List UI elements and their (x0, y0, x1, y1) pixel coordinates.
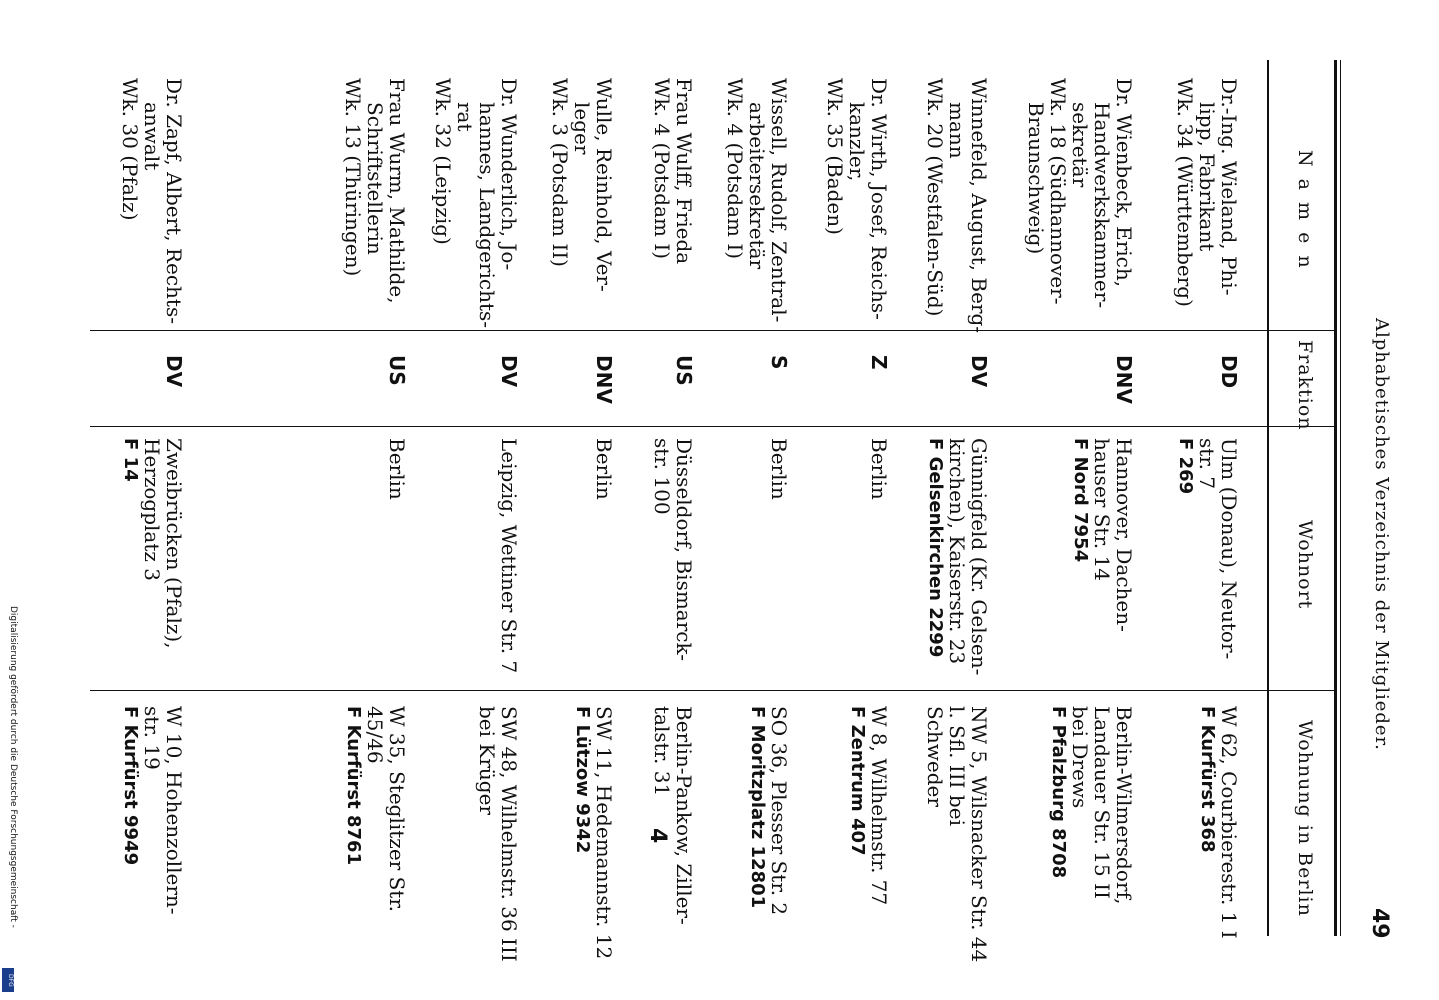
fraktion-line: S (767, 355, 791, 370)
table-cell-fraktion (968, 355, 990, 387)
fraktion-line: Z (867, 355, 891, 370)
name-line: Wk. 3 (Potsdam II) (548, 78, 572, 267)
wohnort-line: F Gelsenkirchen 2299 (925, 438, 946, 658)
name-line: anwalt (140, 102, 164, 171)
name-line: Frau Wurm, Mathilde, (385, 78, 409, 304)
table-cell-fraktion (163, 355, 185, 387)
table-cell-fraktion (868, 355, 890, 370)
name-line: hannes, Landgerichts- (475, 102, 499, 329)
wohnort-line: Herzogplatz 3 (140, 438, 164, 581)
wohnung-line: 45/46 (363, 706, 387, 764)
name-line: Schriftstellerin (363, 102, 387, 255)
wohnung-line: W 35, Steglitzer Str. (385, 706, 409, 913)
table-cell-name (549, 78, 615, 292)
table-cell-wohnung (1047, 706, 1135, 905)
name-line: Wk. 32 (Leipzig) (431, 78, 455, 245)
column-rule-1 (90, 330, 1337, 331)
name-line: kanzler, (845, 102, 869, 182)
wohnung-line: F Zentrum 407 (847, 706, 868, 856)
table-cell-name (924, 78, 990, 333)
name-line: Dr.-Ing. Wieland, Phi- (1217, 78, 1241, 296)
name-line: Wk. 13 (Thüringen) (341, 78, 365, 277)
table-cell-name (119, 78, 185, 324)
header-fraktion: Fraktion (1294, 340, 1316, 431)
name-line: lipp, Fabrikant (1195, 102, 1219, 252)
table-cell-wohnung (571, 706, 615, 959)
table-cell-name (724, 78, 790, 322)
column-rule-2 (90, 426, 1337, 427)
wohnung-line: Landauer Str. 15 II (1090, 706, 1114, 899)
wohnort-line: F 14 (120, 438, 141, 482)
name-line: Wk. 30 (Pfalz) (118, 78, 142, 221)
header-wohnort: Wohnort (1294, 520, 1316, 610)
name-line: Dr. Wunderlich, Jo- (497, 78, 521, 271)
name-line: Dr. Zapf, Albert, Rechts- (162, 78, 186, 324)
table-cell-wohnort (768, 438, 790, 500)
name-line: Wk. 4 (Potsdam I) (650, 78, 674, 260)
wohnung-line: l. Sfl. III bei (945, 706, 969, 826)
wohnung-line: W 8, Wilhelmstr. 77 (867, 706, 891, 906)
table-cell-wohnung (342, 706, 408, 912)
table-cell-fraktion (498, 355, 520, 387)
wohnort-line: Berlin (592, 438, 616, 500)
wohnort-line: Berlin (385, 438, 409, 500)
wohnung-line: F Moritzplatz 12801 (747, 706, 768, 909)
wohnort-line: hauser Str. 14 (1090, 438, 1114, 581)
dfg-logo: DFG (2, 968, 14, 992)
table-cell-wohnung (846, 706, 890, 905)
wohnort-line: Hannover, Dachen- (1112, 438, 1136, 632)
name-line: Braunschweig) (1024, 102, 1048, 255)
fraktion-line: DNV (592, 355, 616, 404)
wohnung-line: Schweder (923, 706, 947, 807)
wohnort-line: Ulm (Donau), Neutor- (1217, 438, 1241, 660)
fraktion-line: DV (162, 355, 186, 388)
header-wohnung: Wohnung in Berlin (1294, 720, 1316, 917)
wohnung-line: F Lützow 9342 (572, 706, 593, 854)
fraktion-line: DV (967, 355, 991, 388)
table-cell-wohnung (746, 706, 790, 915)
page-number: 49 (1367, 908, 1392, 939)
wohnung-line: F Kurfürst 8761 (343, 706, 364, 866)
name-line: Wk. 34 (Württemberg) (1173, 78, 1197, 307)
fraktion-line: US (672, 355, 696, 386)
wohnung-line: bei Krüger (475, 706, 499, 815)
wohnung-line: SW 48, Wilhelmstr. 36 III (497, 706, 521, 962)
table-cell-wohnort (651, 438, 695, 661)
table-cell-wohnort (1069, 438, 1135, 632)
table-cell-name (432, 78, 520, 328)
fraktion-line: DV (497, 355, 521, 388)
name-line: Wk. 35 (Baden) (823, 78, 847, 235)
table-cell-wohnort (924, 438, 990, 675)
name-line: sekretär (1068, 102, 1092, 188)
wohnung-line: W 62, Courbierestr. 1 I (1217, 706, 1241, 939)
name-line: Wulle, Reinhold, Ver- (592, 78, 616, 292)
table-cell-fraktion (593, 355, 615, 404)
running-head: Alphabetisches Verzeichnis der Mitglieder. (1371, 318, 1392, 751)
table-cell-wohnung (1196, 706, 1240, 939)
digitization-note: Digitalisierung gefördert durch die Deutsche Forschungsgemeinschaft - (8, 606, 18, 928)
table-cell-fraktion (1218, 355, 1240, 388)
wohnort-line: str. 7 (1195, 438, 1219, 490)
wohnung-line: F Kurfürst 368 (1197, 706, 1218, 853)
header-namen: N a m e n (1294, 150, 1316, 271)
table-cell-wohnort (1174, 438, 1240, 659)
wohnung-line: Berlin-Pankow, Ziller- (672, 706, 696, 925)
table-cell-fraktion (768, 355, 790, 369)
wohnort-line: Zweibrücken (Pfalz), (162, 438, 186, 649)
table-top-rule (1334, 60, 1337, 936)
name-line: Dr. Wienbeck, Erich, (1112, 78, 1136, 288)
name-line: Frau Wulff, Frieda (672, 78, 696, 265)
table-cell-wohnung (476, 706, 520, 962)
fraktion-line: US (385, 355, 409, 386)
table-cell-fraktion (1113, 355, 1135, 404)
wohnung-line: F Kurfürst 9949 (120, 706, 141, 866)
table-cell-wohnung (651, 706, 695, 925)
table-cell-name (824, 78, 890, 320)
name-line: rat (453, 102, 477, 132)
name-line: Wk. 4 (Potsdam I) (723, 78, 747, 260)
wohnung-line: bei Drews (1068, 706, 1092, 809)
wohnort-line: Berlin (867, 438, 891, 500)
table-cell-name (1025, 78, 1135, 308)
wohnort-line: str. 100 (650, 438, 674, 515)
table-cell-wohnort (386, 438, 408, 500)
wohnung-line: str. 19 (140, 706, 164, 770)
table-cell-wohnort (593, 438, 615, 500)
table-cell-name (651, 78, 695, 264)
table-cell-wohnung (119, 706, 185, 915)
table-cell-wohnung (924, 706, 990, 962)
table-top-rule-thin (1340, 60, 1341, 936)
wohnort-line: Leipzig, Wettiner Str. 7 (497, 438, 521, 674)
header-bottom-rule (1267, 60, 1269, 936)
fraktion-line: DD (1217, 355, 1241, 389)
wohnung-line: NW 5, Wilsnacker Str. 44 (967, 706, 991, 963)
name-line: Dr. Wirth, Josef, Reichs- (867, 78, 891, 320)
wohnort-line: Berlin (767, 438, 791, 500)
name-line: mann (945, 102, 969, 159)
name-line: leger (570, 102, 594, 155)
wohnort-line: F 269 (1175, 438, 1196, 495)
wohnung-line: F Pfalzburg 8708 (1048, 706, 1069, 879)
wohnort-line: Düsseldorf, Bismarck- (672, 438, 696, 662)
table-cell-name (342, 78, 408, 304)
wohnort-line: F Nord 7954 (1070, 438, 1091, 563)
table-cell-name (1174, 78, 1240, 307)
table-cell-fraktion (673, 355, 695, 386)
table-cell-fraktion (386, 355, 408, 386)
wohnung-line: Berlin-Wilmersdorf, (1112, 706, 1136, 905)
column-rule-3 (90, 690, 1337, 691)
wohnung-line: SO 36, Plesser Str. 2 (767, 706, 791, 916)
fraktion-line: DNV (1112, 355, 1136, 404)
name-line: Handwerkskammer- (1090, 102, 1114, 309)
name-line: Wk. 20 (Westfalen-Süd) (923, 78, 947, 317)
name-line: arbeitersekretär (745, 102, 769, 270)
name-line: Winnefeld, August, Berg- (967, 78, 991, 334)
footer-mark: 4 (645, 828, 670, 844)
table-cell-wohnort (868, 438, 890, 500)
table-cell-wohnort (498, 438, 520, 673)
name-line: Wissell, Rudolf, Zentral- (767, 78, 791, 323)
wohnung-line: W 10, Hohenzollern- (162, 706, 186, 915)
wohnort-line: Günnigfeld (Kr. Gelsen- (967, 438, 991, 676)
wohnung-line: talstr. 31 (650, 706, 674, 797)
wohnung-line: SW 11, Hedemannstr. 12 (592, 706, 616, 960)
name-line: Wk. 18 (Südhannover- (1046, 78, 1070, 305)
wohnort-line: kirchen), Kaiserstr. 23 (945, 438, 969, 665)
table-cell-wohnort (119, 438, 185, 649)
